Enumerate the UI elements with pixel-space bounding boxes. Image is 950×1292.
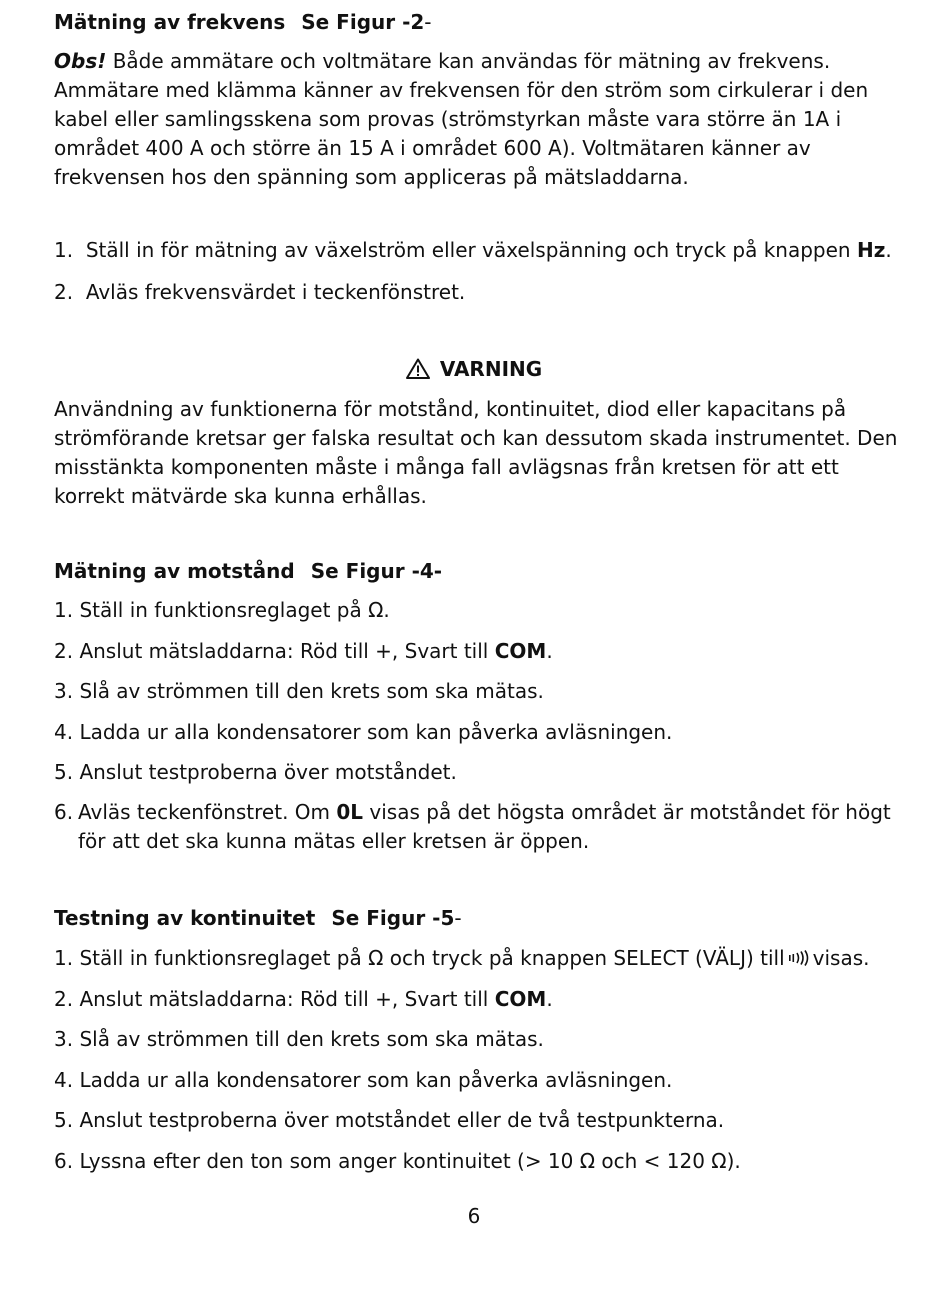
list-item: 1. Ställ in funktionsreglaget på Ω.: [54, 598, 390, 622]
list-item: 5. Anslut testproberna över motståndet.: [54, 760, 457, 784]
figure-ref-tail: -: [424, 10, 432, 34]
item-bold: Hz: [856, 238, 886, 262]
section-heading-continuity: [54, 904, 462, 933]
heading-text: Mätning av motstånd: [54, 559, 295, 583]
section-heading-resistance: [54, 557, 442, 586]
list-item: [54, 985, 553, 1014]
list-item: 3. Slå av strömmen till den krets som ska mätas.: [54, 679, 544, 703]
list-item: 5. Anslut testproberna över motståndet eller de två testpunkterna.: [54, 1108, 725, 1132]
figure-ref-tail: -: [454, 906, 462, 930]
item-text-post: visas på det högsta området är motståndet för högt för att det ska kunna mätas eller kretsen är öppen.: [78, 800, 891, 853]
item-number: 1.: [54, 238, 74, 262]
item-text: 2. Anslut mätsladdarna: Röd till +, Svart till: [54, 987, 495, 1011]
item-end: .: [885, 238, 892, 262]
item-end: .: [546, 639, 553, 663]
section-heading-frequency: [54, 8, 432, 37]
obs-text: Både ammätare och voltmätare kan användas för mätning av frekvens. Ammätare med klämma känner av frekvensen för den ström som cirkulerar i den kabel eller samlingsskena som provas (strömstyrkan måste vara större än 1A i området 400 A och större än 15 A i området 600 A). Voltmätaren känner av frekvensen hos den spänning som appliceras på mätsladdarna.: [54, 49, 869, 189]
item-text-post: visas.: [812, 946, 870, 970]
sound-wave-icon: [788, 950, 810, 966]
list-item: 6. Lyssna efter den ton som anger kontinuitet (> 10 Ω och < 120 Ω).: [54, 1149, 741, 1173]
figure-ref: Se Figur -5: [331, 906, 455, 930]
list-item: [54, 637, 553, 666]
item-text: Avläs frekvensvärdet i teckenfönstret.: [85, 280, 466, 304]
list-item: [54, 944, 870, 973]
list-item: [54, 236, 892, 265]
list-item: 3. Slå av strömmen till den krets som ska mätas.: [54, 1027, 544, 1051]
figure-ref: Se Figur -2: [301, 10, 425, 34]
page-number: 6: [467, 1204, 481, 1228]
heading-text: Testning av kontinuitet: [54, 906, 316, 930]
obs-label: Obs!: [54, 49, 107, 73]
item-text: Avläs teckenfönstret. Om: [78, 800, 337, 824]
heading-text: Mätning av frekvens: [54, 10, 286, 34]
item-number: 2.: [54, 280, 74, 304]
item-text: 2. Anslut mätsladdarna: Röd till +, Svart till: [54, 639, 495, 663]
note-paragraph: [54, 47, 914, 192]
warning-title: [54, 355, 894, 384]
warning-title-text: VARNING: [439, 357, 543, 381]
list-item: [54, 278, 465, 307]
item-bold: 0L: [336, 800, 364, 824]
item-end: .: [546, 987, 553, 1011]
list-item: 4. Ladda ur alla kondensatorer som kan påverka avläsningen.: [54, 720, 673, 744]
warning-text: Användning av funktionerna för motstånd, kontinuitet, diod eller kapacitans på strömförande kretsar ger falska resultat och kan dessutom skada instrumentet. Den misstänkta komponenten måste i många fall avlägsnas från kretsen för att ett korrekt mätvärde ska kunna erhållas.: [54, 397, 898, 508]
item-text: Ställ in för mätning av växelström eller växelspänning och tryck på knappen: [85, 238, 857, 262]
list-item: 4. Ladda ur alla kondensatorer som kan påverka avläsningen.: [54, 1068, 673, 1092]
item-text: 1. Ställ in funktionsreglaget på Ω och tryck på knappen SELECT (VÄLJ) till: [54, 946, 785, 970]
figure-ref: Se Figur -4-: [310, 559, 443, 583]
item-bold: COM: [494, 639, 547, 663]
item-bold: COM: [494, 987, 547, 1011]
list-item: [54, 798, 914, 856]
warning-triangle-icon: [406, 358, 430, 379]
warning-paragraph: [54, 395, 914, 511]
item-number: 6.: [54, 800, 74, 824]
